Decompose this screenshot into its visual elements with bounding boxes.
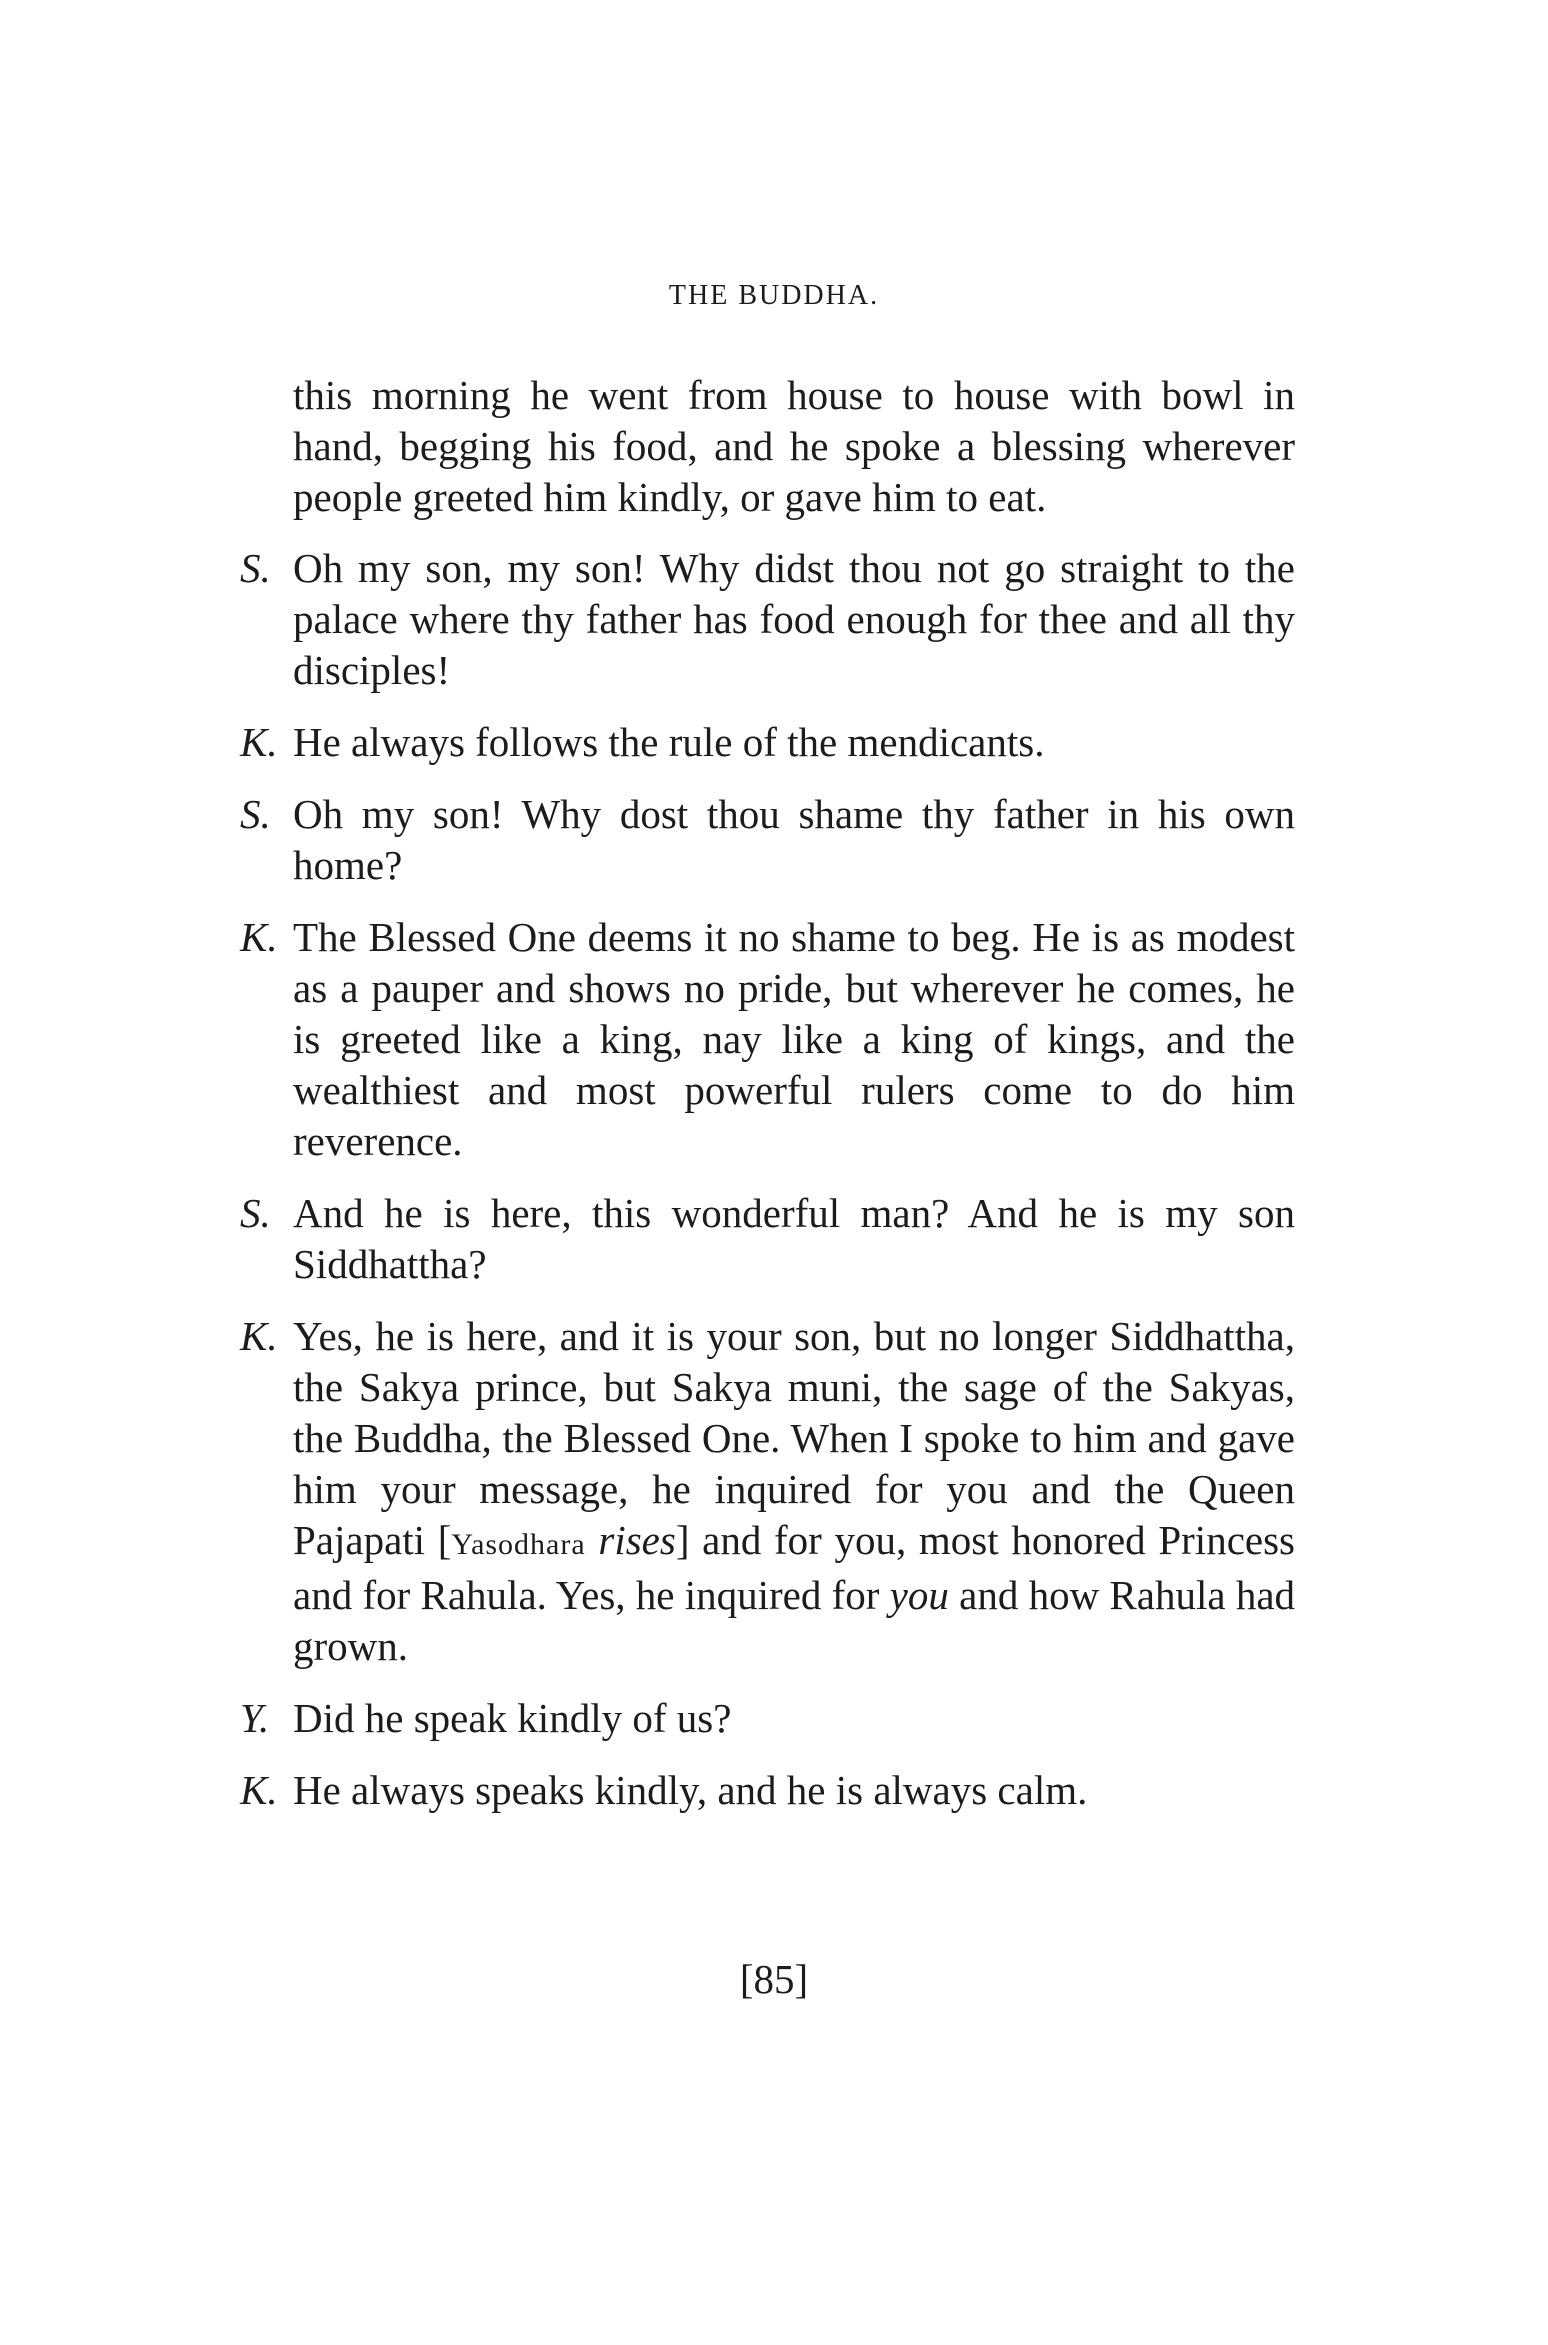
stage-direction-verb: rises [598, 1517, 676, 1563]
speech-text: Oh my son, my son! Why didst thou not go straight to the palace where thy father has food enough for thee and all thy disciples! [293, 545, 1295, 693]
speech-text: And he is here, this wonderful man? And he is my son Siddhattha? [293, 1190, 1295, 1287]
speech-text-part: ] and for you, most honored Princess and for Rahula. Yes, he inquired for [293, 1517, 1295, 1618]
speech-text: Oh my son! Why dost thou shame thy father in his own home? [293, 791, 1295, 888]
dialogue-line [240, 1188, 1295, 1290]
speech-text: He always follows the rule of the mendicants. [293, 719, 1045, 765]
speaker-label: S. [240, 545, 271, 591]
speech-text [293, 1311, 1295, 1672]
dialogue-line [240, 912, 1295, 1167]
speaker-label: K. [240, 914, 278, 960]
speaker-label: K. [240, 1313, 278, 1359]
speaker-label: Y. [240, 1695, 270, 1741]
page-number: [85] [739, 1956, 809, 2002]
dialogue-line [240, 1311, 1295, 1672]
speech-text: The Blessed One deems it no shame to beg. He is as modest as a pauper and shows no pride, but wherever he comes, he is greeted like a king, nay like a king of kings, and the wealthiest and most powerful rulers come to do him reverence. [293, 914, 1295, 1164]
speaker-label: S. [240, 1190, 271, 1236]
running-head: THE BUDDHA. [668, 280, 880, 311]
dialogue-line [240, 543, 1295, 696]
speaker-label: K. [240, 1767, 278, 1813]
speaker-label: K. [240, 719, 278, 765]
dialogue-line [240, 717, 1295, 768]
dialogue-line [240, 1765, 1295, 1816]
speech-text: He always speaks kindly, and he is always calm. [293, 1767, 1088, 1813]
stage-direction-name: Yasodhara [451, 1528, 586, 1561]
speech-text-part: Yes, he is here, and it is your son, but no longer Siddhattha, the Sakya prince, but Sakya muni, the sage of the Sakyas, the Buddha, the Blessed One. When I spoke to him and gave him your message, he inquired for you and the Queen Pajapati [ [293, 1313, 1295, 1563]
continuation-paragraph: this morning he went from house to house with bowl in hand, begging his food, and he spoke a blessing wherever people greeted him kindly, or gave him to eat. [293, 372, 1295, 520]
dialogue-line [240, 1693, 1295, 1744]
speaker-label: S. [240, 791, 271, 837]
speech-text-part: and how Rahula had grown. [293, 1572, 1296, 1669]
text-block [240, 370, 1295, 1837]
emphasis-word: you [889, 1572, 949, 1618]
speech-text: Did he speak kindly of us? [293, 1695, 732, 1741]
dialogue-line [240, 789, 1295, 891]
